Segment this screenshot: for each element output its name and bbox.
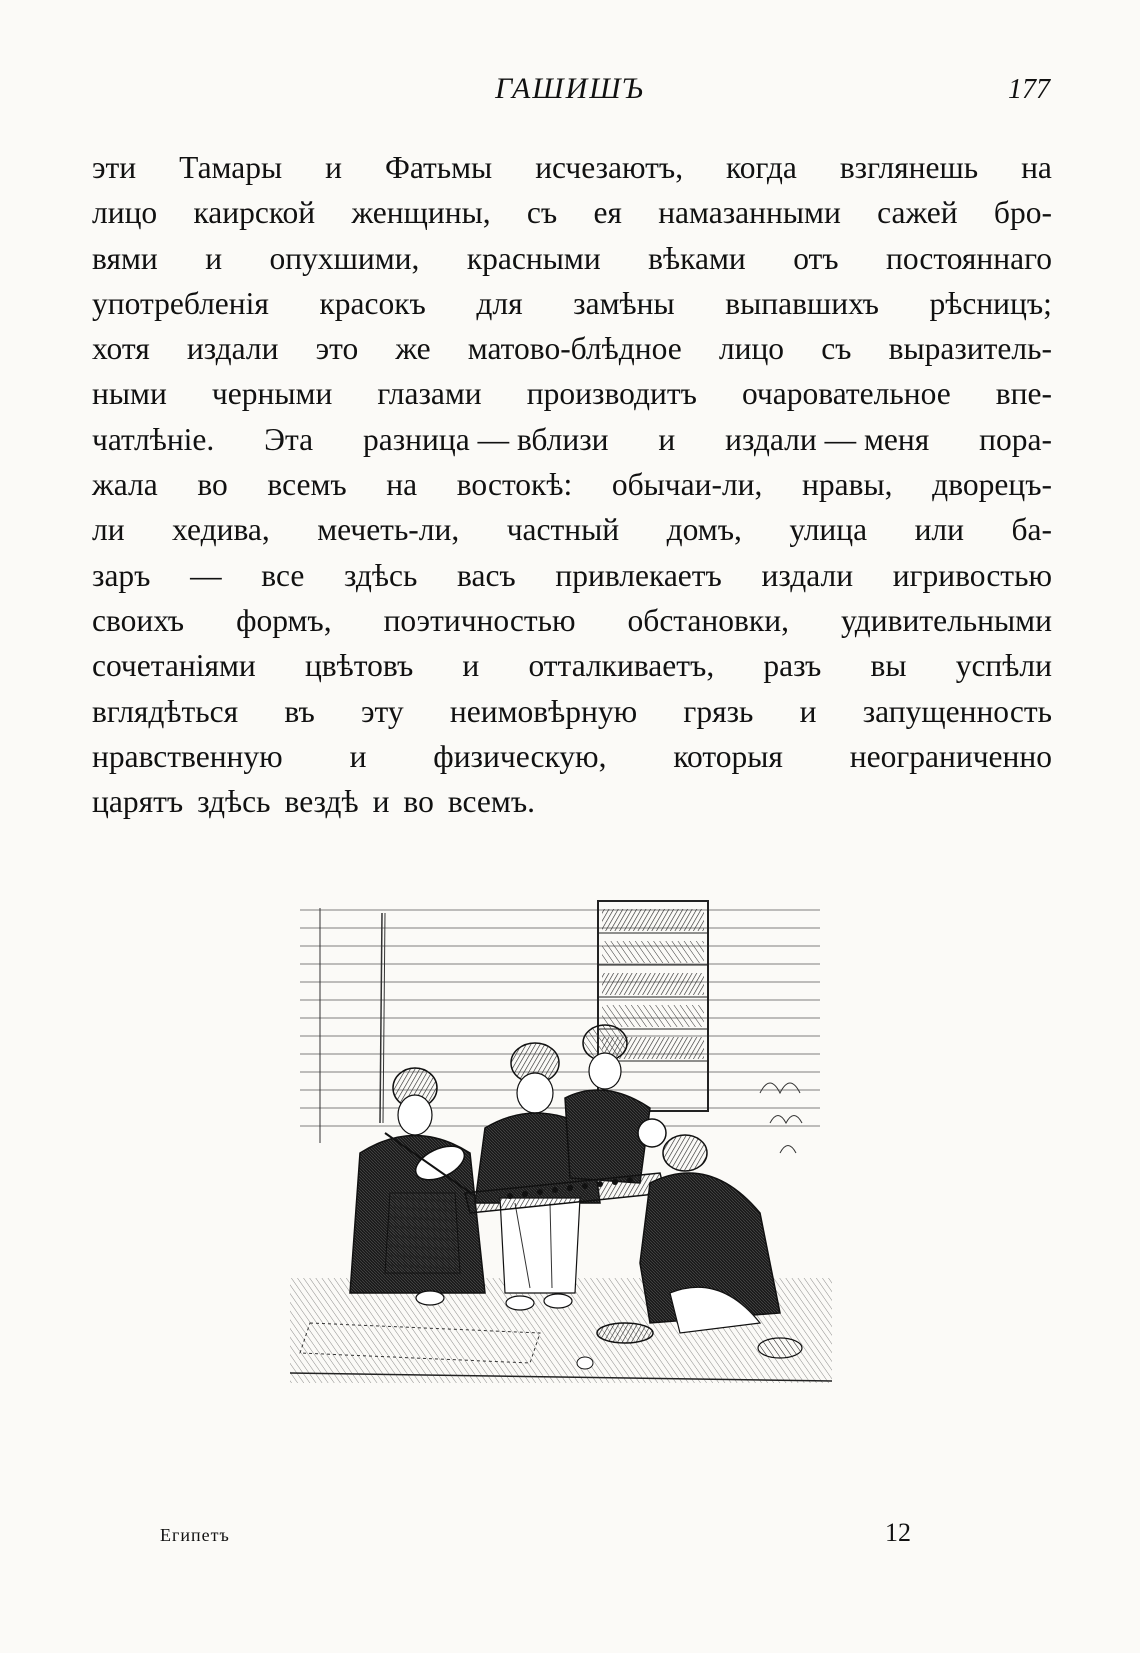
word: сажей	[877, 195, 958, 231]
word: употребленія	[92, 285, 269, 321]
text-line	[92, 236, 1052, 281]
word: красокъ	[319, 285, 426, 321]
word: удивительными	[840, 602, 1052, 638]
word: которыя	[673, 738, 783, 774]
word: и	[205, 240, 223, 276]
word: рѣсницъ;	[929, 285, 1052, 321]
word: замѣны	[573, 285, 675, 321]
word: неимовѣрную	[449, 693, 638, 729]
text-line	[92, 689, 1052, 734]
word: царятъ	[92, 784, 184, 820]
word: игривостью	[892, 557, 1052, 593]
word: цвѣтовъ	[304, 648, 414, 684]
word: и	[372, 784, 390, 820]
word: ли	[92, 512, 125, 548]
word: обычаи-ли,	[611, 467, 763, 503]
text-line	[92, 190, 1052, 235]
word: все	[261, 557, 305, 593]
word: востокѣ:	[456, 467, 573, 503]
word: на	[386, 467, 418, 503]
word: намазанными	[658, 195, 841, 231]
word: успѣли	[955, 648, 1052, 684]
word: привлекаетъ	[555, 557, 722, 593]
word: всемъ.	[447, 784, 535, 820]
word: вями	[92, 240, 158, 276]
word: разница — вблизи	[362, 421, 609, 457]
word: Фатьмы	[384, 150, 493, 185]
word: эту	[361, 693, 404, 729]
word: и	[349, 738, 367, 774]
word: и	[799, 693, 817, 729]
word: для	[476, 285, 523, 321]
word: выразитель-	[888, 331, 1052, 367]
word: мечеть-ли,	[317, 512, 460, 548]
word: жала	[92, 467, 158, 503]
word: выпавшихъ	[725, 285, 879, 321]
word: когда	[726, 150, 797, 185]
footer-sheet-number: 12	[885, 1518, 911, 1547]
word: издали	[186, 331, 279, 367]
running-title: ГАШИШЪ	[495, 72, 645, 105]
word: Эта	[264, 421, 314, 457]
word: заръ	[92, 557, 151, 593]
word: матово-блѣдное	[467, 331, 682, 367]
word: грязь	[683, 693, 754, 729]
word: ными	[92, 376, 167, 412]
footer-signature: Египетъ	[160, 1525, 230, 1545]
word: женщины,	[351, 195, 491, 231]
text-line	[92, 643, 1052, 688]
word: здѣсь	[343, 557, 418, 593]
word: всемъ	[267, 467, 347, 503]
word: черными	[211, 376, 333, 412]
word: съ	[821, 331, 852, 367]
word: вездѣ	[284, 784, 359, 820]
word: каирской	[193, 195, 316, 231]
word: производитъ	[526, 376, 697, 412]
word: глазами	[377, 376, 482, 412]
word: частный	[506, 512, 620, 548]
word: нравы,	[802, 467, 893, 503]
word: вглядѣться	[92, 693, 239, 729]
engraving-drawing	[290, 893, 832, 1391]
word: эти	[92, 150, 137, 185]
word: бро-	[993, 195, 1052, 231]
word: это	[315, 331, 359, 367]
word: и	[658, 421, 676, 457]
word: неограниченно	[849, 738, 1052, 774]
word: же	[395, 331, 431, 367]
word: обстановки,	[627, 602, 789, 638]
word: запущенность	[862, 693, 1052, 729]
word: и	[325, 150, 342, 185]
word: сочетаніями	[92, 648, 256, 684]
word: въ	[284, 693, 315, 729]
word: нравственную	[92, 738, 283, 774]
word: издали	[761, 557, 854, 593]
word: отъ	[793, 240, 839, 276]
word: Тамары	[179, 150, 283, 185]
word: съ	[526, 195, 558, 231]
word: исчезаютъ,	[535, 150, 684, 185]
word: во	[197, 467, 228, 503]
word: красными	[466, 240, 601, 276]
word: васъ	[457, 557, 516, 593]
word: домъ,	[666, 512, 742, 548]
word: взглянешь	[839, 150, 979, 185]
page-number: 177	[1008, 74, 1050, 105]
word: издали — меня	[725, 421, 930, 457]
text-line	[92, 734, 1052, 779]
text-line	[92, 281, 1052, 326]
word: и	[462, 648, 480, 684]
word: очаровательное	[742, 376, 951, 412]
text-line	[92, 326, 1052, 371]
word: постояннаго	[886, 240, 1052, 276]
word: формъ,	[236, 602, 332, 638]
word: чатлѣніе.	[92, 421, 215, 457]
word: хотя	[92, 331, 150, 367]
word: вы	[870, 648, 907, 684]
word: физическую,	[433, 738, 607, 774]
text-line	[92, 507, 1052, 552]
text-line	[92, 371, 1052, 416]
word: пора-	[979, 421, 1052, 457]
word: вѣками	[648, 240, 746, 276]
page-header	[90, 72, 1050, 112]
body-text	[92, 145, 1052, 824]
word: отталкиваетъ,	[528, 648, 715, 684]
text-line	[92, 553, 1052, 598]
word: улица	[789, 512, 868, 548]
engraving-illustration	[290, 893, 832, 1391]
text-line	[92, 417, 1052, 462]
word: разъ	[763, 648, 822, 684]
word: дворецъ-	[932, 467, 1052, 503]
word: здѣсь	[197, 784, 271, 820]
word: поэтичностью	[383, 602, 576, 638]
word: впе-	[995, 376, 1052, 412]
text-line	[92, 779, 1052, 824]
word: лицо	[92, 195, 158, 231]
text-line	[92, 462, 1052, 507]
word: на	[1021, 150, 1052, 185]
word: опухшими,	[269, 240, 420, 276]
word: своихъ	[92, 602, 185, 638]
word: ея	[593, 195, 622, 231]
word: лицо	[718, 331, 785, 367]
word: ба-	[1011, 512, 1052, 548]
text-line	[92, 598, 1052, 643]
word: во	[403, 784, 434, 820]
word: хедива,	[172, 512, 270, 548]
text-line	[92, 145, 1052, 190]
word: —	[190, 557, 222, 593]
word: или	[914, 512, 965, 548]
